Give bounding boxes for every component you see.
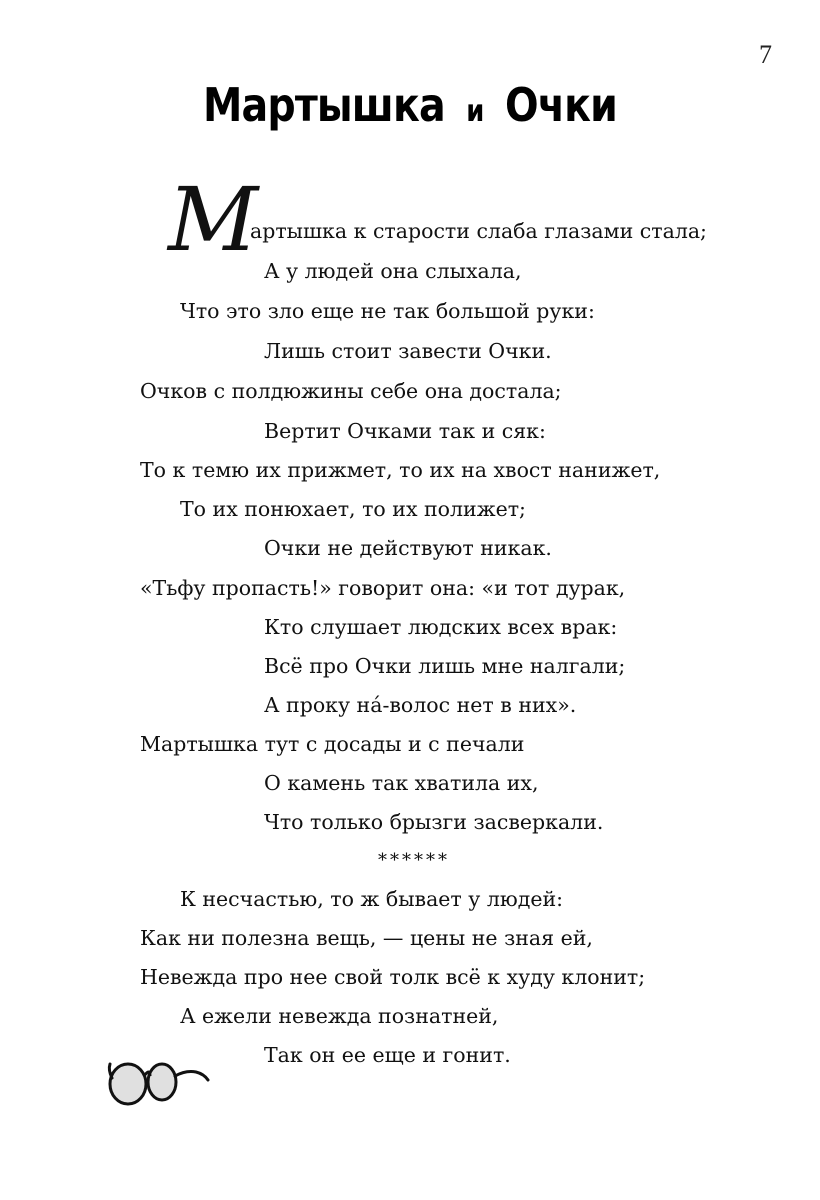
poem-line: Мартышка тут с досады и с печали: [140, 732, 525, 756]
drop-cap: М: [168, 168, 259, 271]
title-word-3: Очки: [505, 78, 617, 132]
poem-line: Всё про Очки лишь мне налгали;: [264, 654, 626, 678]
moral-line: Так он ее еще и гонит.: [264, 1043, 511, 1067]
poem-line: Очки не действуют никак.: [264, 536, 552, 560]
moral-line: К несчастью, то ж бывает у людей:: [180, 887, 564, 911]
poem-line: А проку нá-волос нет в них».: [264, 693, 577, 717]
title-word-1: Мартышка: [203, 78, 445, 132]
moral-line: А ежели невежда познатней,: [180, 1004, 499, 1028]
poem-line: То их понюхает, то их полижет;: [180, 497, 526, 521]
poem-line: Лишь стоит завести Очки.: [264, 339, 552, 363]
poem-line: Что только брызги засверкали.: [264, 810, 604, 834]
poem-line: Очков с полдюжины себе она достала;: [140, 379, 562, 403]
poem-line: То к темю их прижмет, то их на хвост нанижет,: [140, 458, 661, 482]
poem-line: Кто слушает людских всех врак:: [264, 615, 618, 639]
poem-line: О камень так хватила их,: [264, 771, 539, 795]
poem-line: артышка к старости слаба глазами стала;: [250, 219, 707, 243]
poem-line: А у людей она слыхала,: [264, 259, 522, 283]
poem-line: Вертит Очками так и сяк:: [264, 419, 546, 443]
page-number: 7: [759, 40, 772, 69]
moral-line: Как ни полезна вещь, — цены не зная ей,: [140, 926, 593, 950]
poem-line: «Тьфу пропасть!» говорит она: «и тот дурак,: [140, 576, 626, 600]
title-word-2: и: [466, 94, 484, 129]
poem-line: Что это зло еще не так большой руки:: [180, 299, 595, 323]
glasses-icon: [104, 1056, 214, 1112]
section-separator: ******: [378, 850, 450, 871]
moral-line: Невежда про нее свой толк всё к худу клонит;: [140, 965, 646, 989]
